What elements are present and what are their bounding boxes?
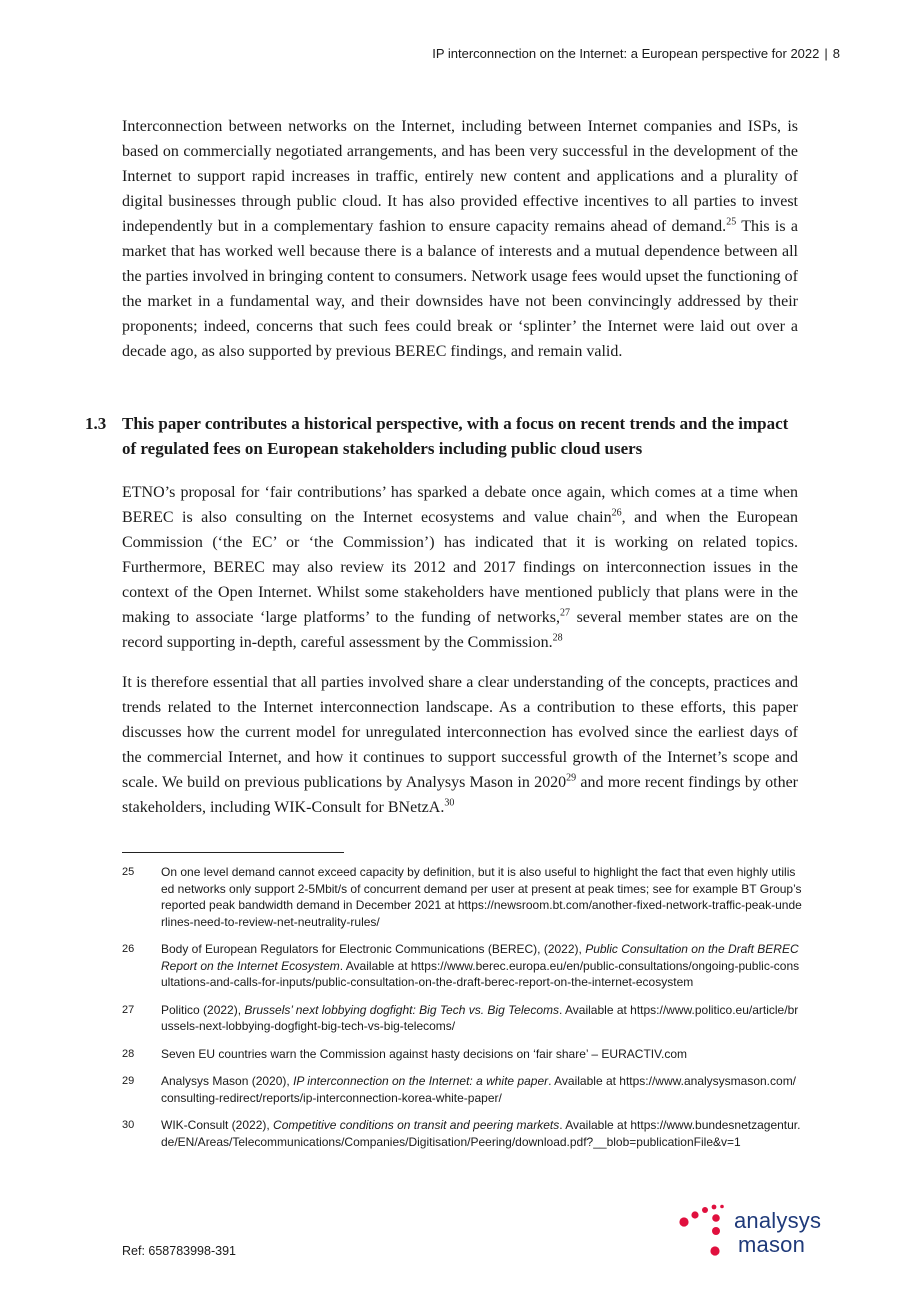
- footnote-ref-28[interactable]: 28: [552, 632, 563, 644]
- footnote: [122, 941, 802, 991]
- footnote-text-part: Analysys Mason (2020),: [161, 1074, 294, 1088]
- footnote: [122, 1073, 802, 1106]
- paragraph-text: and more recent findings by other stakeholders, including WIK-Consult for BNetzA.: [122, 774, 799, 816]
- document-reference: Ref: 658783998-391: [122, 1244, 236, 1258]
- footnote-text: [161, 1002, 802, 1035]
- footnote-divider: [122, 852, 344, 853]
- footnote-text-part: Politico (2022),: [161, 1002, 245, 1017]
- footnote-ref-27[interactable]: 27: [559, 607, 570, 619]
- footnote-text: [161, 941, 802, 991]
- paragraph-text: , and when the European Commission (‘the EC’ or ‘the Commission’) has indicated that it is working on related topics. Furthermore, BEREC may also review its 2012 and 2017 findings on interconnection issues in the context of the Open Internet. Whilst some stakeholders have mentioned publicly that plans were in the making to associate ‘large platforms’ to the funding of networks,: [122, 509, 799, 626]
- footnote-text-part: Body of European Regulators for Electronic Communications (BEREC), (2022),: [161, 942, 586, 956]
- header-separator: |: [824, 46, 828, 61]
- footnote-text-part: . Available at https://www.berec.europa.eu/en/public-consultations/ongoing-public-consultations-and-calls-for-inputs/public-consultation-on-the-draft-berec-report-on-the-internet-ecosystem: [161, 958, 800, 989]
- footnote-text-part: Seven EU countries warn the Commission against hasty decisions on ‘fair share’ – EURACTIV.com: [161, 1046, 688, 1061]
- analysys-mason-logo: [677, 1204, 857, 1264]
- running-header: [432, 46, 840, 61]
- footnote-title: Competitive conditions on transit and peering markets: [273, 1118, 560, 1132]
- footnote: [122, 1002, 802, 1035]
- footnotes: [122, 864, 802, 1161]
- footnote-number: 25: [122, 866, 135, 878]
- footnote-number: 28: [122, 1047, 135, 1060]
- section-heading: [85, 411, 805, 461]
- logo-word-analysys: analysys: [734, 1208, 822, 1233]
- footnote-text: [161, 1046, 802, 1063]
- paragraph-contribution: [122, 670, 798, 820]
- logo-word-mason: mason: [738, 1232, 806, 1257]
- paragraph-text: several member states are on the record supporting in-depth, careful assessment by the Commission.: [122, 609, 798, 651]
- paragraph-etno-proposal: [122, 480, 798, 655]
- footnote-text: [161, 1073, 802, 1106]
- paragraph-text: It is therefore essential that all parties involved share a clear understanding of the concepts, practices and trends related to the Internet interconnection landscape. As a contribution to these efforts, this paper discusses how the current model for unregulated interconnection has evolved since the earliest days of the commercial Internet, and how it continues to support successful growth of the Internet’s scope and scale. We build on previous publications by Analysys Mason in 2020: [122, 674, 798, 791]
- footnote-text: [161, 1117, 802, 1150]
- footnote-text: [161, 864, 802, 930]
- footnote: [122, 1046, 802, 1063]
- section-title: This paper contributes a historical perspective, with a focus on recent trends and the impact of regulated fees on European stakeholders including public cloud users: [122, 414, 789, 458]
- paragraph-text: This is a market that has worked well because there is a balance of interests and a mutual dependence between all the parties involved in bringing content to consumers. Network usage fees would upset the functioning of the market in a fundamental way, and their downsides have not been convincingly addressed by their proponents; indeed, concerns that such fees could break or ‘splinter’ the Internet were laid out over a decade ago, as also supported by previous BEREC findings, and remain valid.: [122, 218, 798, 360]
- footnote-ref-25[interactable]: 25: [726, 216, 737, 228]
- footnote-text-part: . Available at https://www.bundesnetzagentur.de/EN/Areas/Telecommunications/Companies/Digitisation/Peering/download.pdf?__blob=publicationFile&v=1: [161, 1118, 801, 1149]
- footnote-text-part: WIK-Consult (2022),: [161, 1118, 274, 1132]
- page-number: 8: [832, 46, 840, 61]
- footnote-text-part: On one level demand cannot exceed capacity by definition, but it is also useful to highlight the fact that even highly utilised networks only support 2-5Mbit/s of concurrent demand per user at present at peak times; see for example BT Group’s reported peak bandwidth demand in December 2021 at https://newsroom.bt.com/another-fixed-network-traffic-peak-underlines-need-to-review-net-neutrality-rules/: [161, 865, 802, 929]
- footnote-ref-30[interactable]: 30: [444, 797, 455, 809]
- footnote-title: IP interconnection on the Internet: a white paper: [293, 1074, 549, 1088]
- footnote-number: 26: [122, 943, 135, 955]
- footnote: [122, 864, 802, 930]
- section-number: 1.3: [85, 414, 107, 433]
- footnote-ref-26[interactable]: 26: [611, 507, 622, 519]
- paragraph-text: ETNO’s proposal for ‘fair contributions’ has sparked a debate once again, which comes at a time when BEREC is also consulting on the Internet ecosystems and value chain: [122, 484, 798, 526]
- footnote-text-part: . Available at https://www.analysysmason.com/consulting-redirect/reports/ip-interconnection-korea-white-paper/: [161, 1074, 797, 1105]
- footnote-ref-29[interactable]: 29: [566, 772, 577, 784]
- footnote: [122, 1117, 802, 1150]
- footnote-number: 27: [122, 1003, 135, 1016]
- footnote-number: 30: [122, 1119, 135, 1131]
- footnote-text-part: . Available at https://www.politico.eu/article/brussels-next-lobbying-dogfight-big-tech-vs-big-telecoms/: [161, 1002, 799, 1033]
- footnote-title: Brussels’ next lobbying dogfight: Big Tech vs. Big Telecoms: [244, 1002, 559, 1017]
- paragraph-text: Interconnection between networks on the Internet, including between Internet companies and ISPs, is based on commercially negotiated arrangements, and has been very successful in the development of the Internet to support rapid increases in traffic, entirely new content and applications and a plurality of digital businesses through public cloud. It has also provided effective incentives to all parties to invest independently but in a complementary fashion to ensure capacity remains ahead of demand.: [122, 118, 798, 235]
- footnote-number: 29: [122, 1075, 135, 1087]
- logo-dots-icon: [677, 1204, 737, 1264]
- paragraph-interconnection: [122, 114, 798, 364]
- header-title: IP interconnection on the Internet: a European perspective for 2022: [432, 46, 820, 61]
- footnote-title: Public Consultation on the Draft BEREC Report on the Internet Ecosystem: [161, 942, 799, 973]
